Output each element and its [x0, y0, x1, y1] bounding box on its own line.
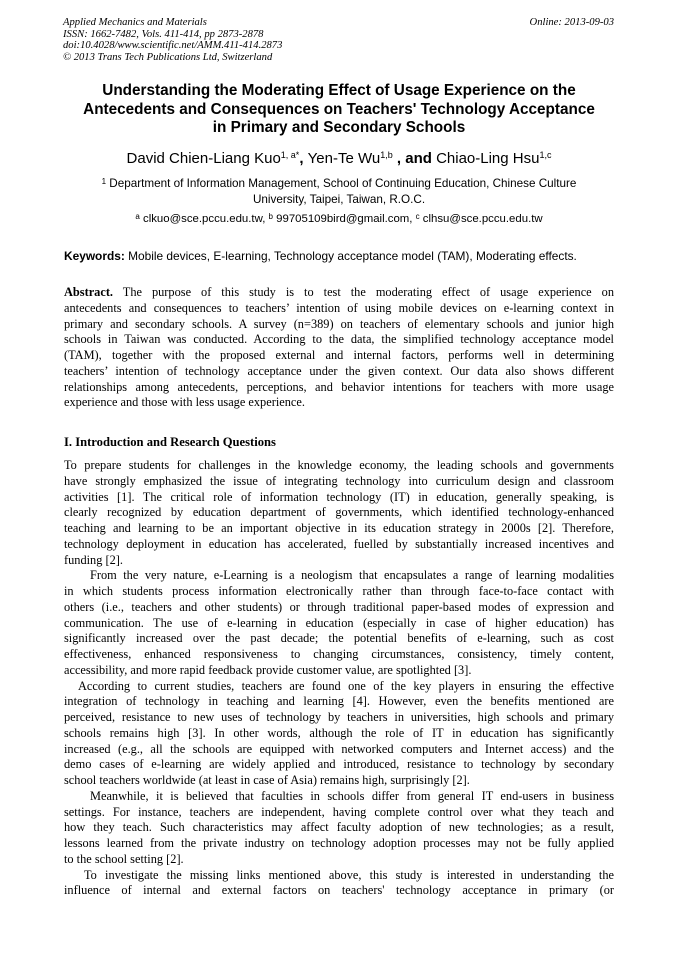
author-affiliation-mark: 1, a* — [280, 150, 300, 160]
body-line: how they teach. Such characteristics may affect faculty adoption of new technologies; as a result, — [64, 820, 614, 835]
body-line: funding [2]. — [64, 552, 123, 567]
author-affiliation-mark: 1,b — [380, 150, 393, 160]
email: clhsu@sce.pccu.edu.tw — [419, 213, 543, 225]
affiliation-line: University, Taipei, Taiwan, R.O.C. — [252, 193, 426, 206]
body-line: increased (e.g., all the schools are equipped with networked computers and Internet access) and the — [64, 741, 614, 756]
keywords — [64, 248, 624, 264]
body-line: clearly recognized by education department of governments, which identified technology-enhanced — [64, 505, 614, 520]
body-line: Meanwhile, it is believed that faculties in schools differ from general IT end-users in business — [90, 788, 614, 803]
body-line: activities [1]. The critical role of information technology (IT) in education, generally speaking, is — [64, 489, 614, 504]
body-line: accessibility, and more rapid feedback provide customer value, are spotlighted [3]. — [64, 662, 472, 677]
author-separator: , and — [392, 150, 437, 167]
abstract-line: primary and secondary schools. A survey (n=389) on teachers of elementary schools and junior high — [64, 316, 614, 331]
paper-title — [40, 82, 638, 138]
email: 99705109bird@gmail.com, — [272, 213, 416, 225]
body-line: From the very nature, e-Learning is a neologism that encapsulates a range of learning modalities — [90, 568, 614, 583]
author-name: Chiao-Ling Hsu — [436, 150, 540, 167]
author-list — [40, 149, 638, 168]
body-line: demo cases of e-learning are widely applied and introduced, resistance to technology by secondary — [64, 757, 614, 772]
abstract-label: Abstract. — [64, 285, 114, 299]
title-line: in Primary and Secondary Schools — [212, 119, 466, 137]
email: clkuo@sce.pccu.edu.tw, — [139, 213, 269, 225]
body-line: have strongly emphasized the issue of integrating technology into curriculum design and classroom — [64, 473, 614, 488]
body-line: effectiveness, enhanced responsiveness to changing circumstances, consistency, timely content, — [64, 647, 614, 661]
body-line: others (i.e., teachers and other students) or through traditional paper-based modes of expression and — [64, 599, 614, 614]
email-mark: a — [135, 212, 140, 221]
abstract-line: relationships among antecedents, perceptions, and behavior intentions for teachers with more usage — [64, 379, 614, 394]
body-line: To investigate the missing links mentioned above, this study is interested in understanding the — [84, 867, 614, 882]
body-line: To prepare students for challenges in the knowledge economy, the leading schools and governments — [64, 458, 614, 472]
abstract-line: antecedents and consequences to teachers’ intention of using mobile devices on e-learning context in — [64, 300, 614, 315]
body-line: schools remains high [3]. In other words, although the role of IT in education has significantly — [64, 725, 614, 740]
body-line: perceived, resistance to new uses of technology by teachers in universities, high schools and primary — [64, 710, 614, 724]
abstract-line: (TAM), together with the proposed external and internal factors, performs well in determining — [64, 348, 614, 362]
body-line: teaching and learning to be an important objective in its education strategy in 2000s [2]. Therefore, — [64, 521, 614, 535]
copyright-line: © 2013 Trans Tech Publications Ltd, Switzerland — [63, 51, 273, 63]
issn-line: ISSN: 1662-7482, Vols. 411-414, pp 2873-2878 — [63, 28, 264, 40]
title-line: Understanding the Moderating Effect of Usage Experience on the — [102, 82, 576, 99]
body-line: in which students process information electronically rather than through face-to-face contact with — [64, 584, 614, 598]
body-line: According to current studies, teachers are found one of the key players in ensuring the effective — [78, 678, 614, 693]
abstract-line: Abstract. The purpose of this study is to test the moderating effect of usage experience on — [64, 285, 614, 299]
keywords-label: Keywords: — [64, 249, 125, 263]
abstract-line: teachers’ intention of technology acceptance under the given context. Our data also shows different — [64, 363, 614, 378]
email-mark: b — [268, 212, 273, 221]
section-heading: I. Introduction and Research Questions — [64, 435, 276, 449]
affiliation-line: Department of Information Management, School of Continuing Education, Chinese Culture — [106, 177, 577, 190]
journal-name: Applied Mechanics and Materials — [63, 17, 207, 28]
body-line: technology deployment in education has accelerated, fuelled by substantially increased incentives and — [64, 536, 614, 551]
title-line: Antecedents and Consequences on Teachers' Technology Acceptance — [83, 100, 595, 118]
abstract — [64, 285, 614, 411]
journal-header — [63, 17, 282, 63]
introduction-body — [64, 458, 614, 899]
abstract-line: schools in Taiwan was conducted. According to the data, the simplified technology acceptance model — [64, 332, 614, 347]
body-line: influence of internal and external factors on teachers' technology acceptance in primary (or — [64, 883, 614, 898]
author-name: Yen-Te Wu — [307, 150, 381, 167]
email-mark: c — [415, 212, 420, 221]
doi-line: doi:10.4028/www.scientific.net/AMM.411-414.2873 — [63, 40, 283, 51]
body-line: to the school setting [2]. — [64, 851, 184, 866]
author-affiliation-mark: 1,c — [539, 150, 552, 160]
author-emails — [40, 211, 638, 227]
body-line: integration of technology in teaching and learning [4]. However, even the benefits mentioned are — [64, 694, 614, 709]
abstract-line: experience and those with less usage experience. — [64, 395, 305, 410]
online-date: Online: 2013-09-03 — [529, 17, 614, 28]
body-line: school teachers worldwide (at least in case of Asia) remains high, surprisingly [2]. — [64, 773, 470, 787]
affiliation — [40, 176, 638, 208]
body-line: lessons learned from the private industry on technology adoption processes may not be fully applied — [64, 836, 614, 850]
author-separator: , — [299, 150, 308, 167]
author-name: David Chien-Liang Kuo — [126, 150, 281, 167]
body-line: settings. For instance, teachers are independent, having complete control over what they teach and — [64, 804, 614, 819]
body-line: communication. The use of e-learning in education (especially in case of higher education) has — [64, 615, 614, 630]
affiliation-mark: 1 — [101, 177, 107, 186]
body-line: significantly increased over the past decade; the potential benefits of e-learning, such as cost — [64, 631, 614, 646]
keywords-text: Mobile devices, E-learning, Technology acceptance model (TAM), Moderating effects. — [124, 249, 577, 263]
